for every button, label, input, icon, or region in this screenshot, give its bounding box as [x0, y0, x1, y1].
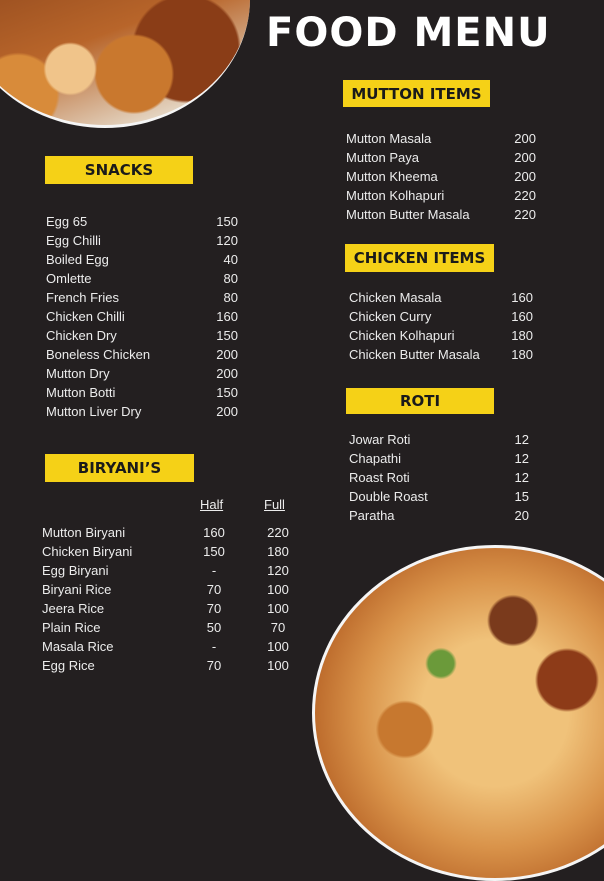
item-price: 150	[216, 328, 238, 343]
item-half-price: 150	[203, 544, 225, 559]
item-price: 200	[216, 347, 238, 362]
chicken-heading: CHICKEN ITEMS	[345, 244, 494, 272]
item-price: 200	[216, 404, 238, 419]
item-full-price: 100	[267, 639, 289, 654]
item-name: Plain Rice	[42, 620, 101, 635]
item-price: 12	[514, 451, 529, 466]
item-price: 160	[511, 309, 533, 324]
mutton-heading: MUTTON ITEMS	[343, 80, 490, 107]
roti-heading: ROTI	[346, 388, 494, 414]
item-name: Egg Chilli	[46, 233, 101, 248]
item-name: Jeera Rice	[42, 601, 105, 616]
item-name: Omlette	[46, 271, 92, 286]
item-price: 220	[514, 207, 536, 222]
item-price: 180	[511, 347, 533, 362]
item-name: Biryani Rice	[42, 582, 112, 597]
item-name: Mutton Liver Dry	[46, 404, 142, 419]
item-price: 40	[223, 252, 238, 267]
item-half-price: 70	[206, 658, 222, 673]
item-price: 160	[216, 309, 238, 324]
page-title: FOOD MENU	[266, 10, 551, 56]
item-half-price: 160	[203, 525, 225, 540]
item-name: Roast Roti	[349, 470, 410, 485]
item-price: 120	[216, 233, 238, 248]
item-price: 200	[514, 169, 536, 184]
item-name: Mutton Kolhapuri	[346, 188, 445, 203]
item-price: 220	[514, 188, 536, 203]
item-name: Mutton Botti	[46, 385, 116, 400]
item-name: Mutton Paya	[346, 150, 419, 165]
chicken-photo	[0, 0, 250, 128]
snacks-heading: SNACKS	[45, 156, 193, 184]
item-price: 200	[514, 131, 536, 146]
biryani-photo	[312, 545, 604, 881]
item-name: Paratha	[349, 508, 395, 523]
item-full-price: 220	[267, 525, 289, 540]
item-half-price: 70	[206, 582, 222, 597]
item-half-price: -	[211, 563, 217, 578]
item-name: Double Roast	[349, 489, 428, 504]
item-full-price: 70	[270, 620, 286, 635]
item-full-price: 100	[267, 582, 289, 597]
item-half-price: 50	[206, 620, 222, 635]
item-price: 80	[223, 290, 238, 305]
item-name: Egg Biryani	[42, 563, 109, 578]
item-price: 200	[514, 150, 536, 165]
biryani-heading: BIRYANI’S	[45, 454, 194, 482]
item-name: Mutton Biryani	[42, 525, 126, 540]
item-price: 20	[514, 508, 529, 523]
item-half-price: 70	[206, 601, 222, 616]
item-name: Mutton Butter Masala	[346, 207, 470, 222]
item-name: French Fries	[46, 290, 119, 305]
item-name: Chicken Chilli	[46, 309, 125, 324]
item-name: Mutton Kheema	[346, 169, 438, 184]
biryani-full-header: Full	[264, 497, 285, 512]
item-name: Jowar Roti	[349, 432, 411, 447]
item-price: 160	[511, 290, 533, 305]
item-price: 180	[511, 328, 533, 343]
item-name: Mutton Masala	[346, 131, 432, 146]
item-price: 80	[223, 271, 238, 286]
item-name: Chicken Biryani	[42, 544, 133, 559]
item-name: Egg Rice	[42, 658, 95, 673]
item-name: Chicken Dry	[46, 328, 117, 343]
item-name: Chapathi	[349, 451, 402, 466]
item-full-price: 100	[267, 601, 289, 616]
item-name: Chicken Masala	[349, 290, 442, 305]
item-full-price: 100	[267, 658, 289, 673]
item-name: Mutton Dry	[46, 366, 110, 381]
item-price: 150	[216, 214, 238, 229]
item-price: 200	[216, 366, 238, 381]
item-name: Egg 65	[46, 214, 88, 229]
item-name: Chicken Kolhapuri	[349, 328, 455, 343]
item-name: Chicken Curry	[349, 309, 432, 324]
biryani-half-header: Half	[200, 497, 224, 512]
item-name: Boiled Egg	[46, 252, 109, 267]
item-half-price: -	[211, 639, 217, 654]
item-full-price: 180	[267, 544, 289, 559]
item-name: Masala Rice	[42, 639, 114, 654]
item-name: Boneless Chicken	[46, 347, 151, 362]
item-price: 12	[514, 432, 529, 447]
item-price: 12	[514, 470, 529, 485]
item-name: Chicken Butter Masala	[349, 347, 480, 362]
item-full-price: 120	[267, 563, 289, 578]
item-price: 15	[514, 489, 529, 504]
item-price: 150	[216, 385, 238, 400]
